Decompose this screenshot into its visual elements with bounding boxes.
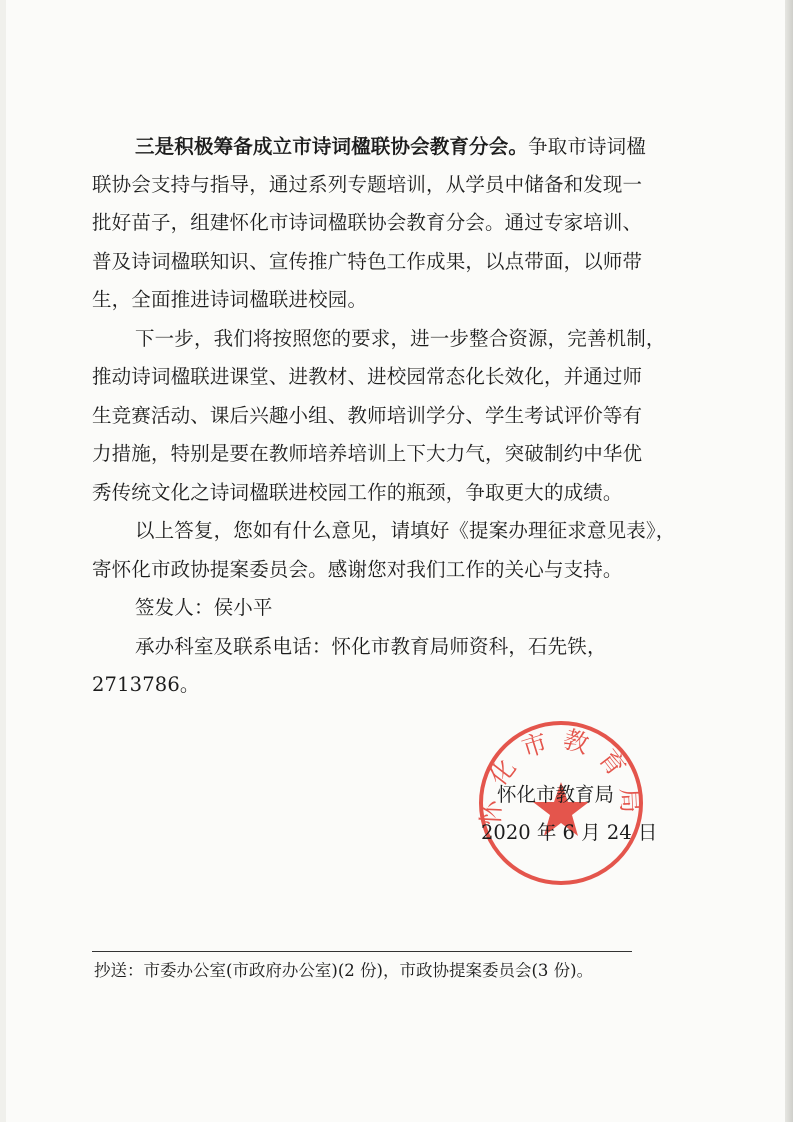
paragraph-2-line-5: 秀传统文化之诗词楹联进校园工作的瓶颈，争取更大的成绩。	[92, 481, 623, 504]
paragraph-1-line-3: 批好苗子，组建怀化市诗词楹联协会教育分会。通过专家培训、	[92, 211, 643, 234]
paragraph-2-line-2: 推动诗词楹联进课堂、进教材、进校园常态化长效化，并通过师	[92, 365, 643, 388]
footer-divider	[92, 951, 632, 952]
cc-distribution-line: 抄送：市委办公室(市政府办公室)(2 份)，市政协提案委员会(3 份)。	[94, 961, 594, 980]
contact-line-1: 承办科室及联系电话：怀化市教育局师资科，石先铁，	[135, 635, 607, 658]
scan-left-edge	[0, 0, 6, 1122]
scan-right-edge	[785, 0, 793, 1122]
signature-organization: 怀化市教育局	[497, 783, 615, 806]
issuer-line: 签发人：侯小平	[135, 596, 273, 619]
paragraph-2-line-1: 下一步，我们将按照您的要求，进一步整合资源，完善机制，	[135, 327, 666, 350]
paragraph-1-line-4: 普及诗词楹联知识、宣传推广特色工作成果，以点带面，以师带	[92, 250, 643, 273]
paragraph-1-line-1	[135, 128, 646, 167]
paragraph-1-line-2: 联协会支持与指导，通过系列专题培训，从学员中储备和发现一	[92, 173, 643, 196]
signature-date: 2020 年 6 月 24 日	[481, 821, 658, 844]
paragraph-3-line-1: 以上答复，您如有什么意见，请填好《提案办理征求意见表》，	[135, 519, 676, 542]
paragraph-1-line-5: 生，全面推进诗词楹联进校园。	[92, 288, 368, 311]
paragraph-1-line-1-rest: 争取市诗词楹	[528, 135, 646, 158]
paragraph-1-heading: 三是积极筹备成立市诗词楹联协会教育分会。	[135, 135, 529, 158]
seal-arc-text: 怀化市教育局	[476, 724, 646, 826]
paragraph-2-line-3: 生竞赛活动、课后兴趣小组、教师培训学分、学生考试评价等有	[92, 404, 643, 427]
paragraph-3-line-2: 寄怀化市政协提案委员会。感谢您对我们工作的关心与支持。	[92, 558, 623, 581]
paragraph-2-line-4: 力措施，特别是要在教师培养培训上下大力气，突破制约中华优	[92, 442, 643, 465]
contact-line-2: 2713786。	[92, 673, 200, 696]
